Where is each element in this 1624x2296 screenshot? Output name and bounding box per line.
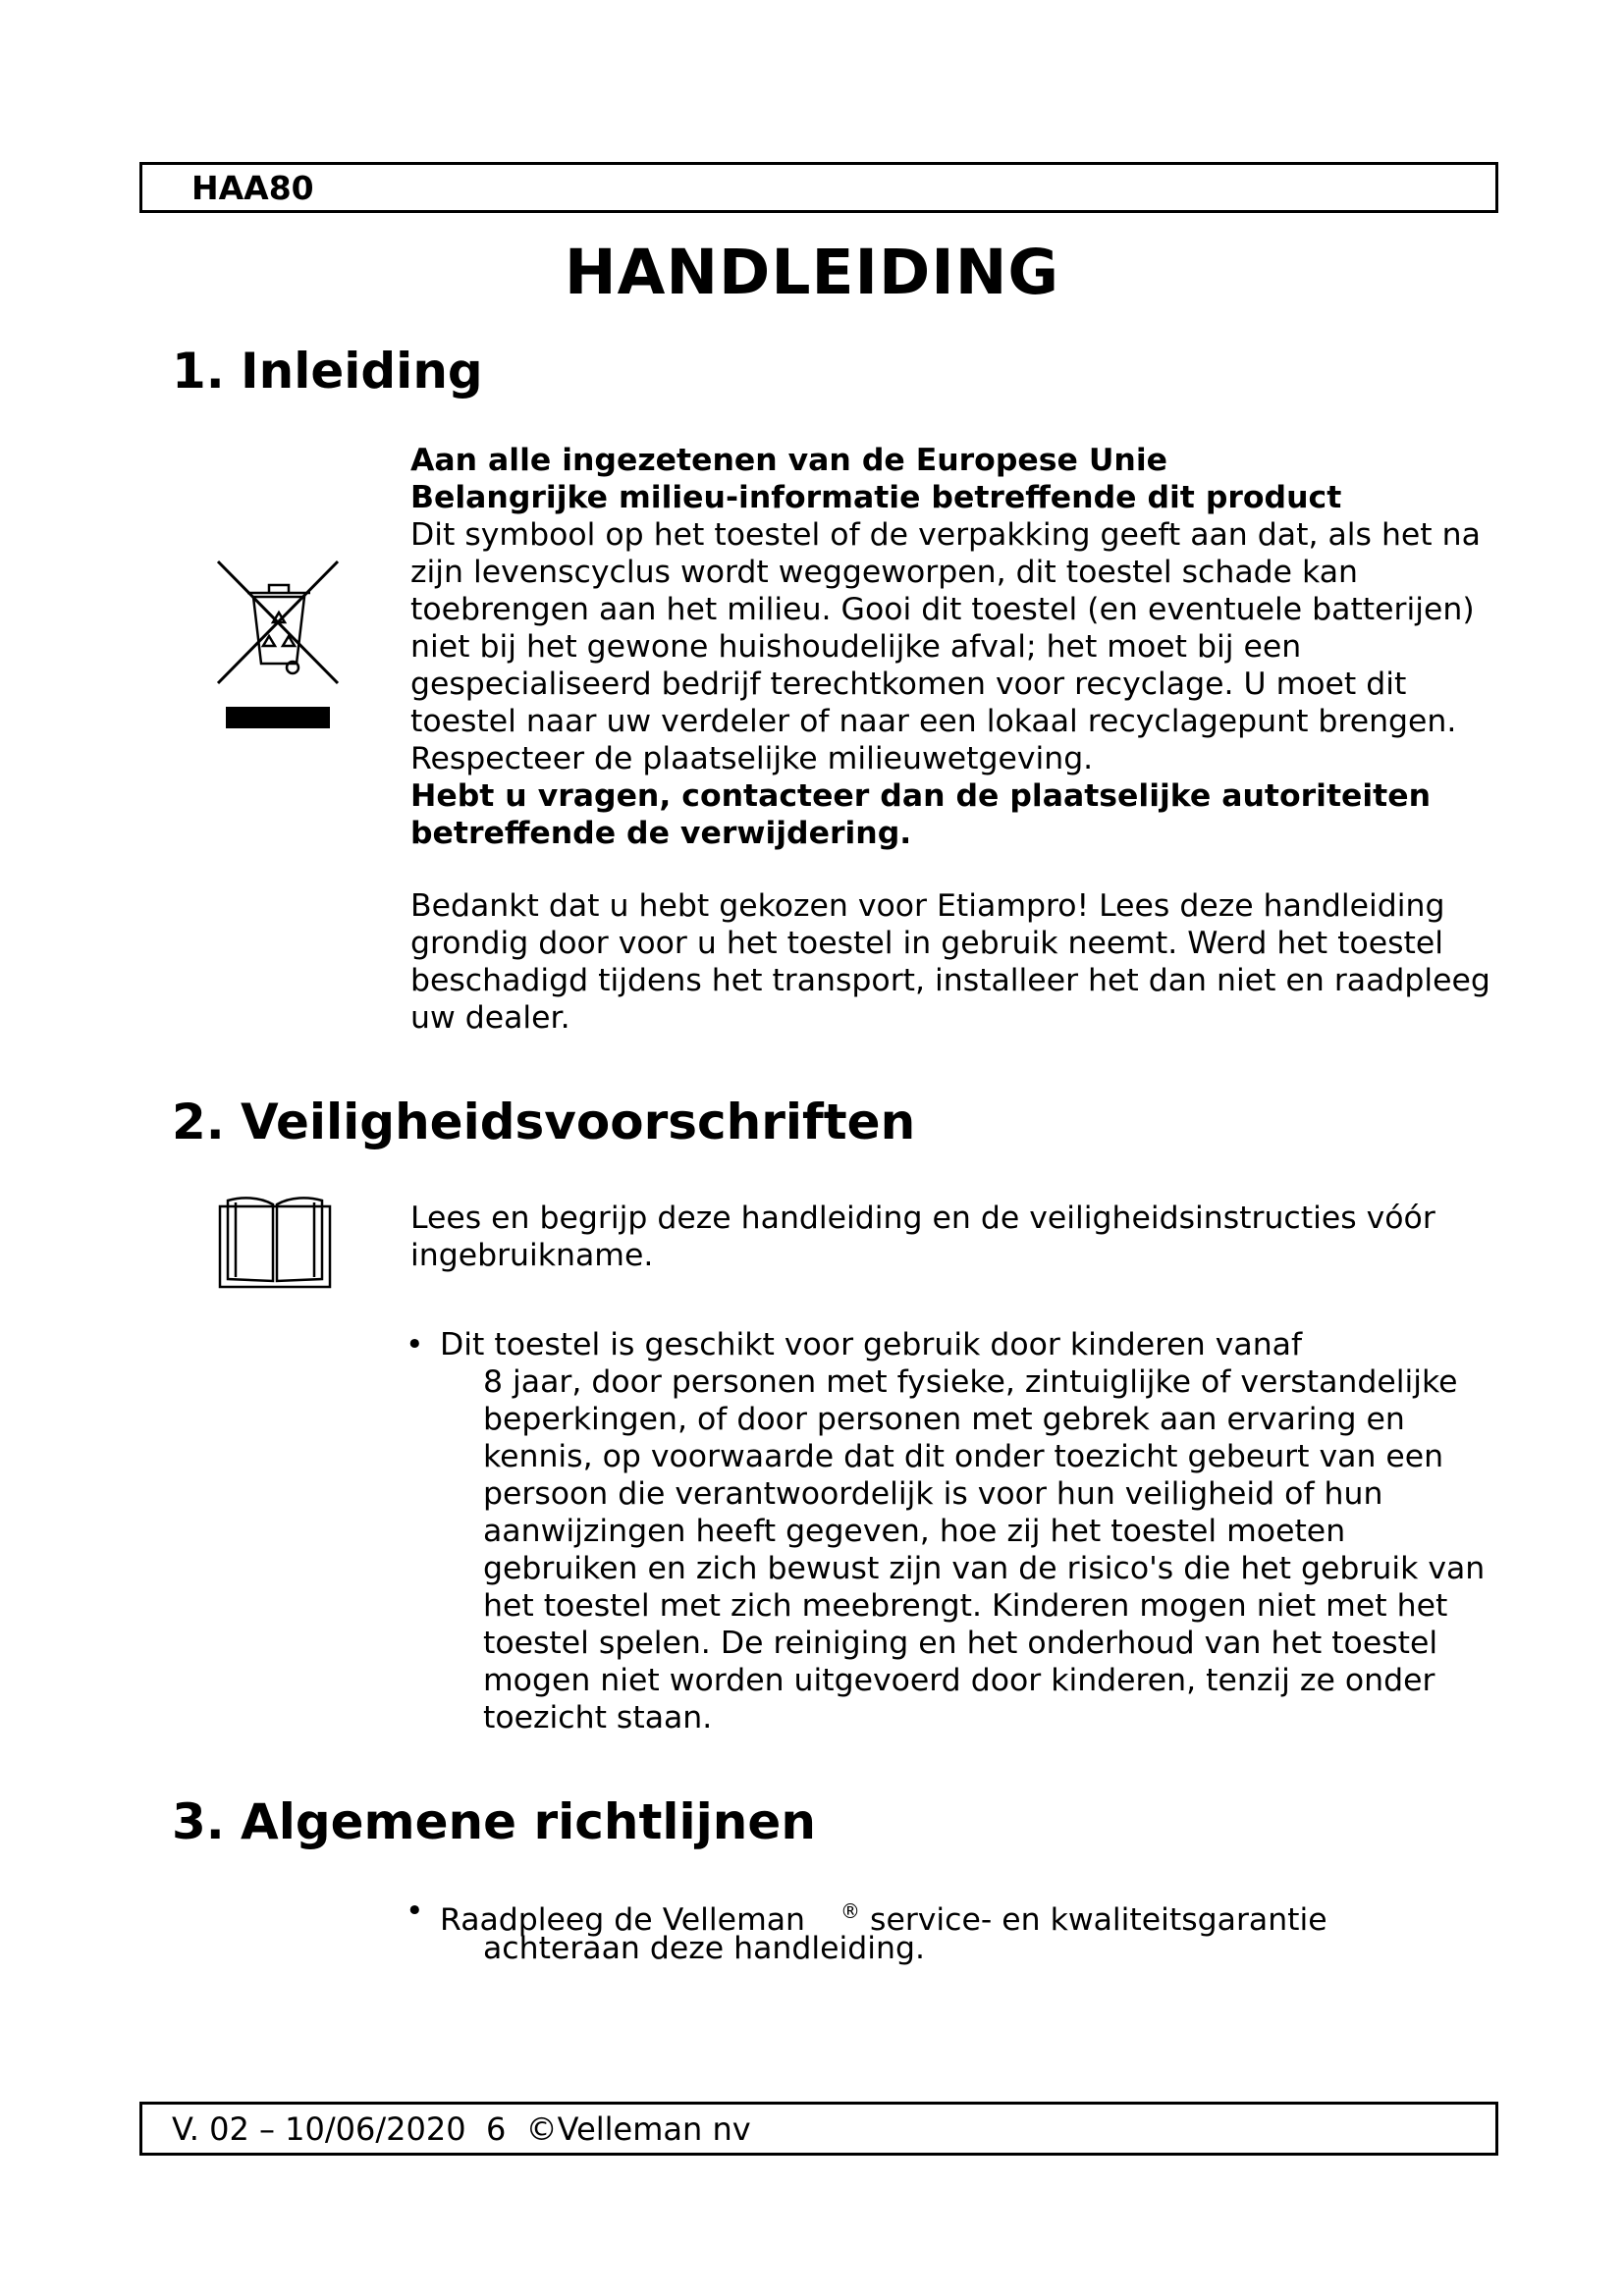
- bullet-point: •: [406, 1327, 424, 1362]
- model-code: HAA80: [191, 169, 314, 207]
- section-1-number: 1.: [172, 343, 225, 400]
- bullet-point: •: [406, 1894, 424, 1929]
- section-2-heading: [172, 1093, 915, 1151]
- read-manual-notice: [410, 1200, 1490, 1274]
- section-2-number: 2.: [172, 1094, 225, 1150]
- warranty-second-line: achteraan deze handleiding.: [483, 1931, 925, 1966]
- section-3-title: Algemene richtlijnen: [241, 1793, 816, 1850]
- weee-heading-eu: Aan alle ingezetenen van de Europese Unie: [410, 443, 1167, 478]
- section-1-heading: [172, 342, 483, 400]
- read-manual-text: Lees en begrijp deze handleiding en de veiligheidsinstructies vóór ingebruikname.: [410, 1201, 1435, 1273]
- header-frame: [139, 162, 1498, 213]
- section-1-title: Inleiding: [241, 343, 483, 400]
- registered-mark: ®: [840, 1899, 861, 1923]
- weee-contact: Hebt u vragen, contacteer dan de plaatselijke autoriteiten betreffende de verwijdering.: [410, 778, 1432, 851]
- children-safety-first-line: Dit toestel is geschikt voor gebruik door kinderen vanaf: [440, 1327, 1303, 1362]
- section-3-heading: [172, 1792, 816, 1851]
- document-title: HANDLEIDING: [564, 237, 1060, 308]
- children-safety-text: 8 jaar, door personen met fysieke, zintuiglijke of verstandelijke beperkingen, of door personen met gebrek aan ervaring en kennis, op voorwaarde dat dit onder toezicht gebeurt van een persoon die verantwoordelijk is voor hun veiligheid of hun aanwijzingen heeft gegeven, hoe zij het toestel moeten gebruiken en zich bewust zijn van de risico's die het gebruik van het toestel met zich meebrengt. Kinderen mogen niet met het toestel spelen. De reiniging en het onderhoud van het toestel mogen niet worden uitgevoerd door kinderen, tenzij ze onder toezicht staan.: [483, 1364, 1486, 1735]
- thanks-paragraph: [410, 887, 1490, 1037]
- warranty-brand-text: Raadpleeg de Velleman: [440, 1902, 806, 1938]
- section-2-title: Veiligheidsvoorschriften: [241, 1094, 916, 1150]
- weee-heading-info: Belangrijke milieu-informatie betreffende dit product: [410, 480, 1342, 515]
- thanks-text: Bedankt dat u hebt gekozen voor Etiampro! Lees deze handleiding grondig door voor u het toestel in gebruik neemt. Werd het toestel beschadigd tijdens het transport, installeer het dan niet en raadpleeg uw dealer.: [410, 888, 1490, 1036]
- weee-text: Dit symbool op het toestel of de verpakking geeft aan dat, als het na zijn levenscyclus wordt weggeworpen, dit toestel schade kan toebrengen aan het milieu. Gooi dit toestel (en eventuele batterijen) niet bij het gewone huishoudelijke afval; het moet bij een gespecialiseerd bedrijf terechtkomen voor recyclage. U moet dit toestel naar uw verdeler of naar een lokaal recyclagepunt brengen. Respecteer de plaatselijke milieuwetgeving.: [410, 517, 1481, 776]
- section-3-number: 3.: [172, 1793, 225, 1850]
- warranty-service-text: service- en kwaliteitsgarantie: [860, 1902, 1327, 1938]
- weee-notice: [410, 442, 1490, 852]
- footer-frame: [139, 2102, 1498, 2156]
- weee-crossed-bin-icon: [214, 558, 342, 732]
- read-manual-book-icon: [216, 1193, 334, 1291]
- footer-text: V. 02 – 10/06/2020 6 ©Velleman nv: [172, 2110, 751, 2148]
